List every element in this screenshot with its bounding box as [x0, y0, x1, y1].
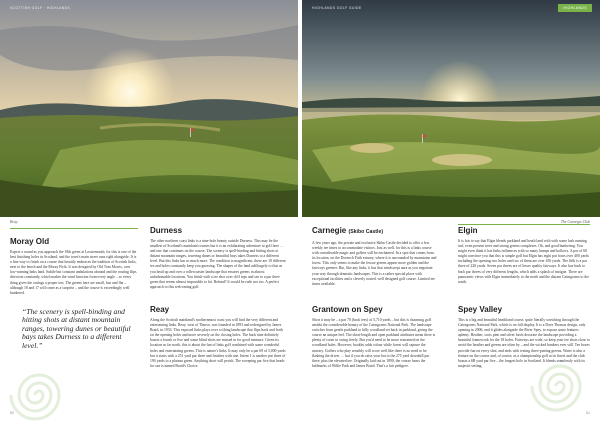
running-header-left: SCOTTISH GOLF · HIGHLANDS	[10, 6, 71, 10]
article-title: Grantown on Spey	[312, 305, 383, 314]
article-grantown-on-spey	[312, 305, 438, 369]
photo-caption-left: Reay	[10, 220, 18, 224]
divider-rule-right	[458, 224, 590, 225]
article-moray-old	[10, 237, 138, 296]
page-number-left: 60	[10, 411, 14, 415]
article-reay	[150, 305, 286, 369]
running-header-right: HIGHLANDS GOLF GUIDE	[312, 6, 362, 10]
article-durness	[150, 226, 286, 290]
photo-carnegie-club	[302, 0, 600, 217]
article-title: Durness	[150, 226, 183, 235]
divider-rule-left	[10, 228, 138, 229]
article-carnegie	[312, 226, 438, 287]
article-body: Along the Scottish mainland's northernmost coast you will find the very different and entertaining links. Reay, west of Thurso, was founded in 1893 and redesigned by James Braid, in 1933. This exposed links plays over a tilting landscape that flips back and forth on the opening holes and more severely on the closing holes. The back nine definitely boasts a fourth or five and some blind shots are missed in for good measure. Given its location as far north, this is about the fun of links golf combined with some wonderful holes and entertaining greens. This is nature's links. It may only be a par 69 of 5,000 yards but it starts with a 251 yard par three and finishes with one. Intent 1 is another par three of 190 yards to a plateau green. Anything short will perish. The sweeping par five that heads for sea is named Braid's Choice.	[150, 318, 286, 368]
article-body: It is fair to say that Elgin blends parkland and heath land with with some lush running turf, even present trees and strong greens complexes. Oh, and good bunkering. You might even think it has links influences with so many humps and hollows. A par of 68 might convince you that this is simple golf but Elgin has eight par fours over 400 yards including the opening two holes and two of them are over 450 yards. The fifth is a par three of 220 yards. Seven par threes are of lesser quality fairways. It also has back to back par threes of very different lengths, which adds a splash of intrigue. There are panoramic views with Elgin immediately to the north and the distant Cairngorms to the south.	[458, 239, 589, 284]
photo-caption-right: The Carnegie Club	[560, 220, 590, 224]
article-body: The other northern coast links is a nine-hole beauty outside Durness. This may be the smallest of Scotland's mainland courses but it is an exhilarating adventure to golf here … and one that continues on the course. The scenery is spell-binding and hitting shots at distant mountain ranges, towering dunes or beautiful bays takes Durness to a different level. But this links has so much more. The condition is magnificent, there are 18 different tee and holes constantly keep you guessing. The shapes of the land add hugely to that as you head up and over a rollercoaster landscape that ensures greens in almost unfathomable locations. You finish with a tee shot over cliff tops and sea to a par three green that seems almost impossible to hit. Refund? It would be rude not too. A perfect approach to this welcoming golf.	[150, 239, 286, 289]
article-elgin	[458, 226, 590, 285]
pull-quote: “The scenery is spell-binding and hitting shots at distant mountain ranges, towering dunes or beautiful bays takes Durness to a different level.”	[22, 307, 131, 350]
article-body: A few years ago, the private and exclusive Skibo Castle decided to offer a few weekly tee times to accommodate visitors. Just as well, for this is a links course with considerable magic and golfers will be enchanted. In a spot that comes from its location, on the Dornoch Firth estuary, where it is surrounded by mountains and forest. This only seems to make the fescue greens appear more golden and the fairways greener. But, like any links, it has that windswept aura as you negotiate your way through dramatic landscapes. This is a rather special place with exceptional facilities and a cleverly routed, well designed golf course. Limited tee times available.	[312, 241, 437, 286]
article-body: Expect a round as you approach the 18th green at Lossiemouth, for this is one of the best finishing holes in Scotland, and the town's main street runs right alongside. It is a fine way to finish on a course that heartily embraces the tradition of Scottish links, next to the beach and the Moray Firth. It was designed by Old Tom Morris, over low-running links land. Subtle but constant undulations abound and the routing flips direction constantly, which makes the wind function from every angle – so every thing gives the outings a proper test. The greens here are small, fast and flat – although 18 and 17 will come as a surprise – and the course is exceedingly well bunkered.	[10, 250, 137, 295]
article-title-main: Carnegie	[312, 226, 347, 235]
photo-reay	[0, 0, 298, 217]
article-title: Spey Valley	[458, 305, 503, 314]
article-body: This is a big and beautiful heathland course, quite literally stretching through the Cairngorms National Park, which is on full display. It is a Dave Thomas design, only opening in 2006, and it glides alongside the River Spey, to expose some features aplenty. Heather, scots pine and silver birch decorate the landscape providing a beautiful framework for the 18 holes. Fairways are wide, so keep your tee shots close to avoid the heather and greens are often by – and the wicked bunkers ever still. Tee boxes provide fun on every shot, and ends with testing three-putting greens. Water is also a feature on the course and, of course, as a championship golf at its finest and the club boasts a 6R yard par five – the longest hole in Scotland. It blends seamlessly with its majestic setting.	[458, 318, 590, 368]
article-title-sub: (Skibo Castle)	[348, 229, 384, 235]
article-body: Short it may be – a par 70 (back tees) of 5,710 yards – but this is charming golf amidst the considerable beauty of the Cairngorms National Park. The landscape switches from gentle parkland to hilly woodland set back in parkland, giving the course an unique feel. The short-length and open parkland attributes mean there is plenty of room to swing freely. But you'd need to be more restrained on the woodland holes. However, booklet adds colour while forest will capture the unwary. Golfers who play sensibly will score well like there is no need to be flashing the driver … but if you do raise your hat to the 275 yard downhill par three, plus the elevated tee. Originally laid out in 1890, the course bears the hallmarks of Willie Park and James Braid. That's a fair pedigree.	[312, 318, 436, 368]
swirl-decoration-icon	[4, 366, 74, 424]
article-title: Elgin	[458, 226, 478, 235]
article-title	[312, 226, 438, 237]
section-tab: HIGHLANDS	[558, 4, 592, 12]
article-title: Reay	[150, 305, 170, 314]
page-number-right: 61	[586, 411, 590, 415]
article-title: Moray Old	[10, 237, 50, 246]
